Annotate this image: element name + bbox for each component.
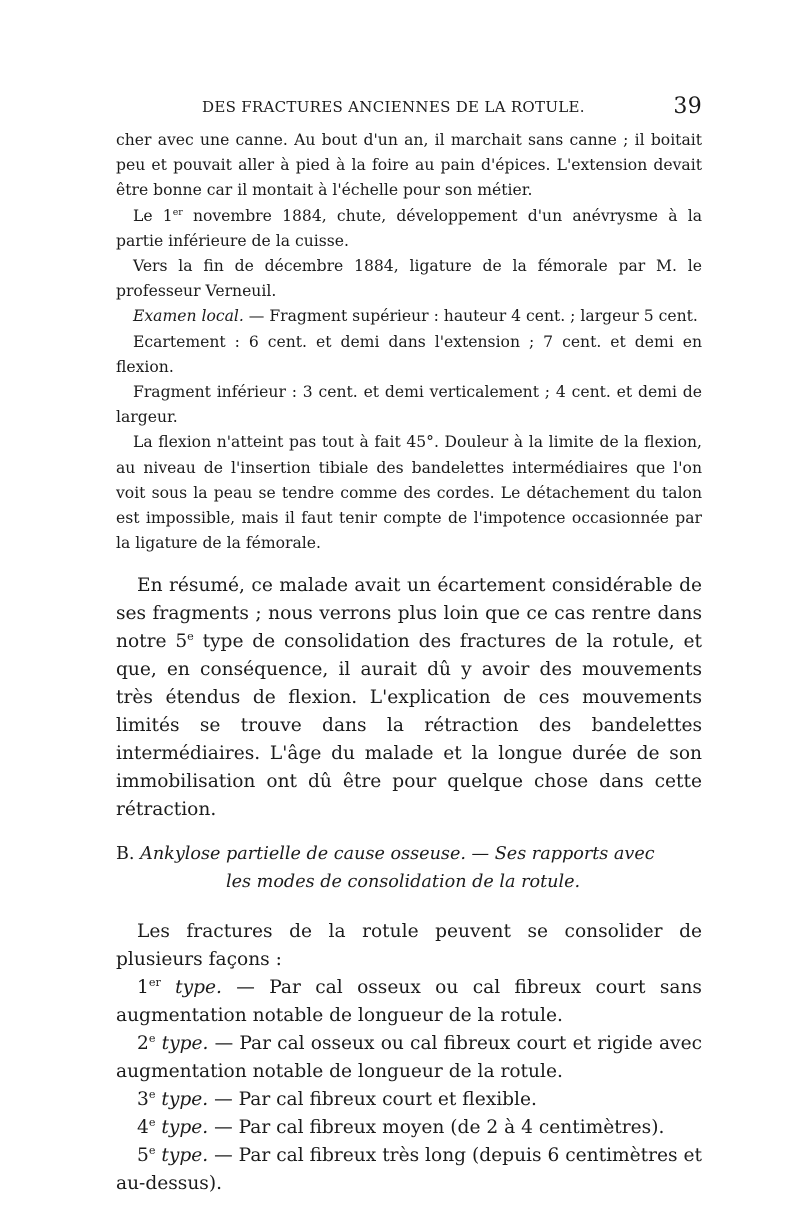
case-paragraph-3: Vers la fin de décembre 1884, ligature de la fémorale par M. le professeur Verneuil. bbox=[116, 257, 702, 301]
superscript: e bbox=[148, 1116, 156, 1130]
case-paragraph-1: cher avec une canne. Au bout d'un an, il marchait sans canne ; il boitait peu et pouvait aller à pied à la foire au pain d'épices. L'extension devait être bonne car il montait à l'échelle pour son métier. bbox=[116, 131, 702, 200]
case-paragraph-6: Fragment inférieur : 3 cent. et demi verticalement ; 4 cent. et demi de largeur. bbox=[116, 383, 702, 427]
superscript: er bbox=[172, 206, 183, 218]
type-text: — Par cal fibreux moyen (de 2 à 4 centimètres). bbox=[208, 1117, 665, 1139]
text-fragment: novembre 1884, chute, développement d'un anévrysme à la partie inférieure de la cuisse. bbox=[116, 206, 702, 250]
type-number: 5 bbox=[137, 1145, 149, 1167]
type-label: type. bbox=[160, 977, 222, 999]
text-fragment: En résumé, ce malade avait un écartement considérable de ses fragments ; nous verrons plus loin que ce cas rentre dans notre 5 bbox=[116, 575, 702, 653]
section-heading-line-2: les modes de consolidation de la rotule. bbox=[226, 872, 581, 893]
running-title: DES FRACTURES ANCIENNES DE LA ROTULE. bbox=[202, 98, 585, 116]
type-item-5 bbox=[116, 1142, 702, 1198]
type-text: — Par cal osseux ou cal fibreux court sans augmentation notable de longueur de la rotule. bbox=[116, 977, 702, 1027]
type-text: — Par cal fibreux très long (depuis 6 centimètres et au-dessus). bbox=[116, 1145, 702, 1195]
case-paragraph-5: Ecartement : 6 cent. et demi dans l'extension ; 7 cent. et demi en flexion. bbox=[116, 332, 702, 376]
type-number: 4 bbox=[137, 1117, 149, 1139]
superscript: e bbox=[148, 1088, 156, 1102]
running-head bbox=[116, 94, 702, 128]
superscript: er bbox=[148, 976, 161, 990]
type-text: — Par cal fibreux court et flexible. bbox=[208, 1089, 537, 1111]
summary-paragraph bbox=[116, 572, 702, 824]
consolidation-types bbox=[116, 918, 702, 1198]
summary bbox=[116, 572, 702, 824]
type-number: 2 bbox=[137, 1033, 149, 1055]
superscript: e bbox=[187, 630, 194, 644]
superscript: e bbox=[148, 1144, 156, 1158]
type-label: type. bbox=[155, 1089, 209, 1111]
type-item-3 bbox=[116, 1086, 702, 1114]
types-intro: Les fractures de la rotule peuvent se consolider de plusieurs façons : bbox=[116, 921, 702, 971]
text-fragment: Le 1 bbox=[133, 206, 173, 225]
page-number: 39 bbox=[673, 94, 702, 119]
section-title-1: Ankylose partielle de cause osseuse. — Ses rapports avec bbox=[140, 844, 655, 865]
section-heading bbox=[116, 840, 702, 896]
section-letter: B. bbox=[116, 844, 135, 865]
section-heading-line-1 bbox=[116, 840, 702, 868]
type-text: — Par cal osseux ou cal fibreux court et rigide avec augmentation notable de longueur de la rotule. bbox=[116, 1033, 702, 1083]
case-paragraph-7: La flexion n'atteint pas tout à fait 45°. Douleur à la limite de la flexion, au niveau de l'insertion tibiale des bandelettes intermédiaires que l'on voit sous la peau se tendre comme des cordes. Le détachement du talon est impossible, mais il faut tenir compte de l'impotence occasionnée par la ligature de la fémorale. bbox=[116, 433, 702, 553]
superscript: e bbox=[148, 1032, 156, 1046]
exam-label: Examen local. bbox=[133, 307, 244, 326]
case-notes bbox=[116, 128, 702, 556]
type-label: type. bbox=[155, 1117, 209, 1139]
type-item-4 bbox=[116, 1114, 702, 1142]
case-paragraph-4 bbox=[116, 304, 702, 329]
case-paragraph-2 bbox=[116, 204, 702, 254]
text-fragment: — Fragment supérieur : hauteur 4 cent. ; largeur 5 cent. bbox=[243, 307, 698, 326]
type-item-2 bbox=[116, 1030, 702, 1086]
type-number: 3 bbox=[137, 1089, 149, 1111]
type-label: type. bbox=[155, 1145, 209, 1167]
type-number: 1 bbox=[137, 977, 149, 999]
type-label: type. bbox=[155, 1033, 209, 1055]
type-item-1 bbox=[116, 974, 702, 1030]
text-fragment: type de consolidation des fractures de la rotule, et que, en conséquence, il aurait dû y avoir des mouvements très étendus de flexion. L'explication de ces mouvements limités se trouve dans la rétraction des bandelettes intermédiaires. L'âge du malade et la longue durée de son immobilisation ont dû être pour quelque chose dans cette rétraction. bbox=[116, 631, 702, 821]
